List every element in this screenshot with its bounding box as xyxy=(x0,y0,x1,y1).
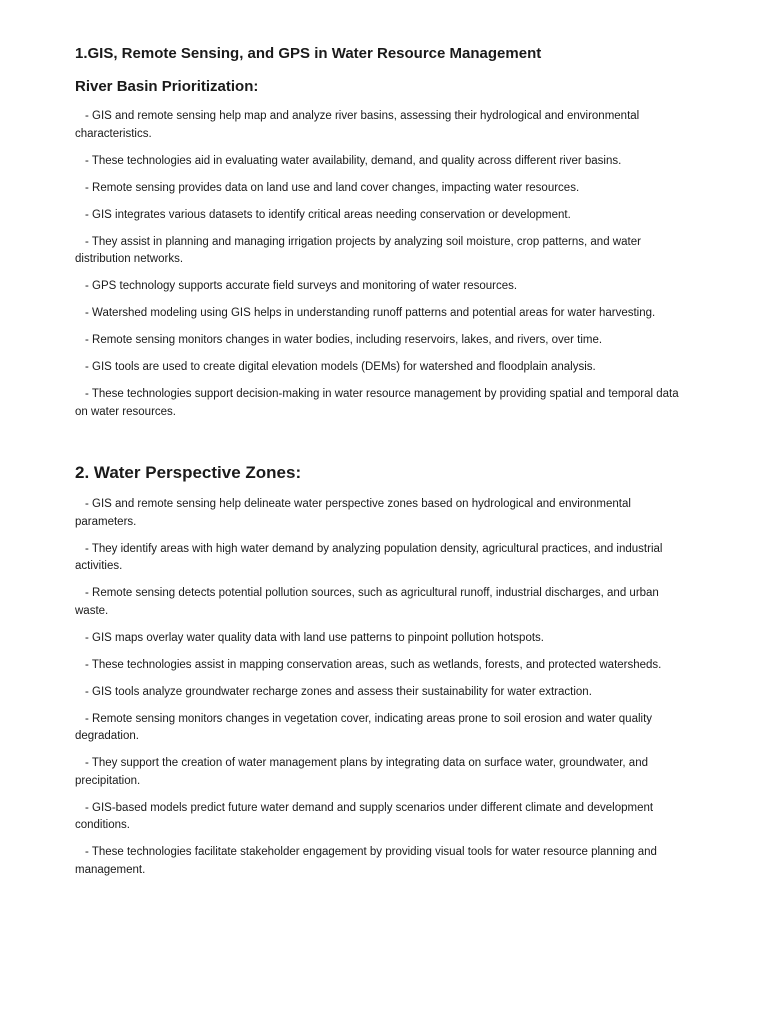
list-item: - GIS tools analyze groundwater recharge zones and assess their sustainability for water extraction. xyxy=(85,685,592,698)
list-item: - Remote sensing detects potential pollution sources, such as agricultural runoff, industrial discharges, and urban waste. xyxy=(75,587,659,617)
list-item: - These technologies support decision-making in water resource management by providing spatial and temporal data on water resources. xyxy=(75,388,679,418)
section1-heading: River Basin Prioritization: xyxy=(75,78,259,95)
list-item: - GIS integrates various datasets to identify critical areas needing conservation or development. xyxy=(85,208,571,221)
list-item: - Remote sensing monitors changes in water bodies, including reservoirs, lakes, and rivers, over time. xyxy=(85,334,603,346)
list-item: - Remote sensing provides data on land use and land cover changes, impacting water resources. xyxy=(85,181,580,194)
section2-list xyxy=(75,496,693,889)
section1-list xyxy=(75,108,693,431)
document-title: 1.GIS, Remote Sensing, and GPS in Water Resource Management xyxy=(75,45,542,62)
list-item: - GIS and remote sensing help delineate water perspective zones based on hydrological and environmental parameters. xyxy=(75,498,631,528)
list-item: - GIS maps overlay water quality data with land use patterns to pinpoint pollution hotspots. xyxy=(85,631,544,644)
list-item: - They assist in planning and managing irrigation projects by analyzing soil moisture, crop patterns, and water distribution networks. xyxy=(75,235,641,265)
list-item: - Remote sensing monitors changes in vegetation cover, indicating areas prone to soil erosion and water quality degradation. xyxy=(75,712,653,742)
list-item: - These technologies aid in evaluating water availability, demand, and quality across different river basins. xyxy=(85,154,622,167)
list-item: - They identify areas with high water demand by analyzing population density, agricultural practices, and industrial activities. xyxy=(75,542,663,572)
list-item: - These technologies facilitate stakeholder engagement by providing visual tools for water resource planning and management. xyxy=(75,846,657,876)
list-item: - These technologies assist in mapping conservation areas, such as wetlands, forests, and protected watersheds. xyxy=(85,658,662,671)
list-item: - GIS and remote sensing help map and analyze river basins, assessing their hydrological and environmental characteristics. xyxy=(75,110,640,140)
list-item: - Watershed modeling using GIS helps in understanding runoff patterns and potential areas for water harvesting. xyxy=(85,307,656,319)
section2-heading: 2. Water Perspective Zones: xyxy=(75,463,302,482)
list-item: - GIS tools are used to create digital elevation models (DEMs) for watershed and floodplain analysis. xyxy=(85,361,596,373)
list-item: - GIS-based models predict future water demand and supply scenarios under different climate and development conditions. xyxy=(75,801,654,831)
list-item: - GPS technology supports accurate field surveys and monitoring of water resources. xyxy=(85,280,518,292)
list-item: - They support the creation of water management plans by integrating data on surface water, groundwater, and precipitation. xyxy=(75,757,648,787)
